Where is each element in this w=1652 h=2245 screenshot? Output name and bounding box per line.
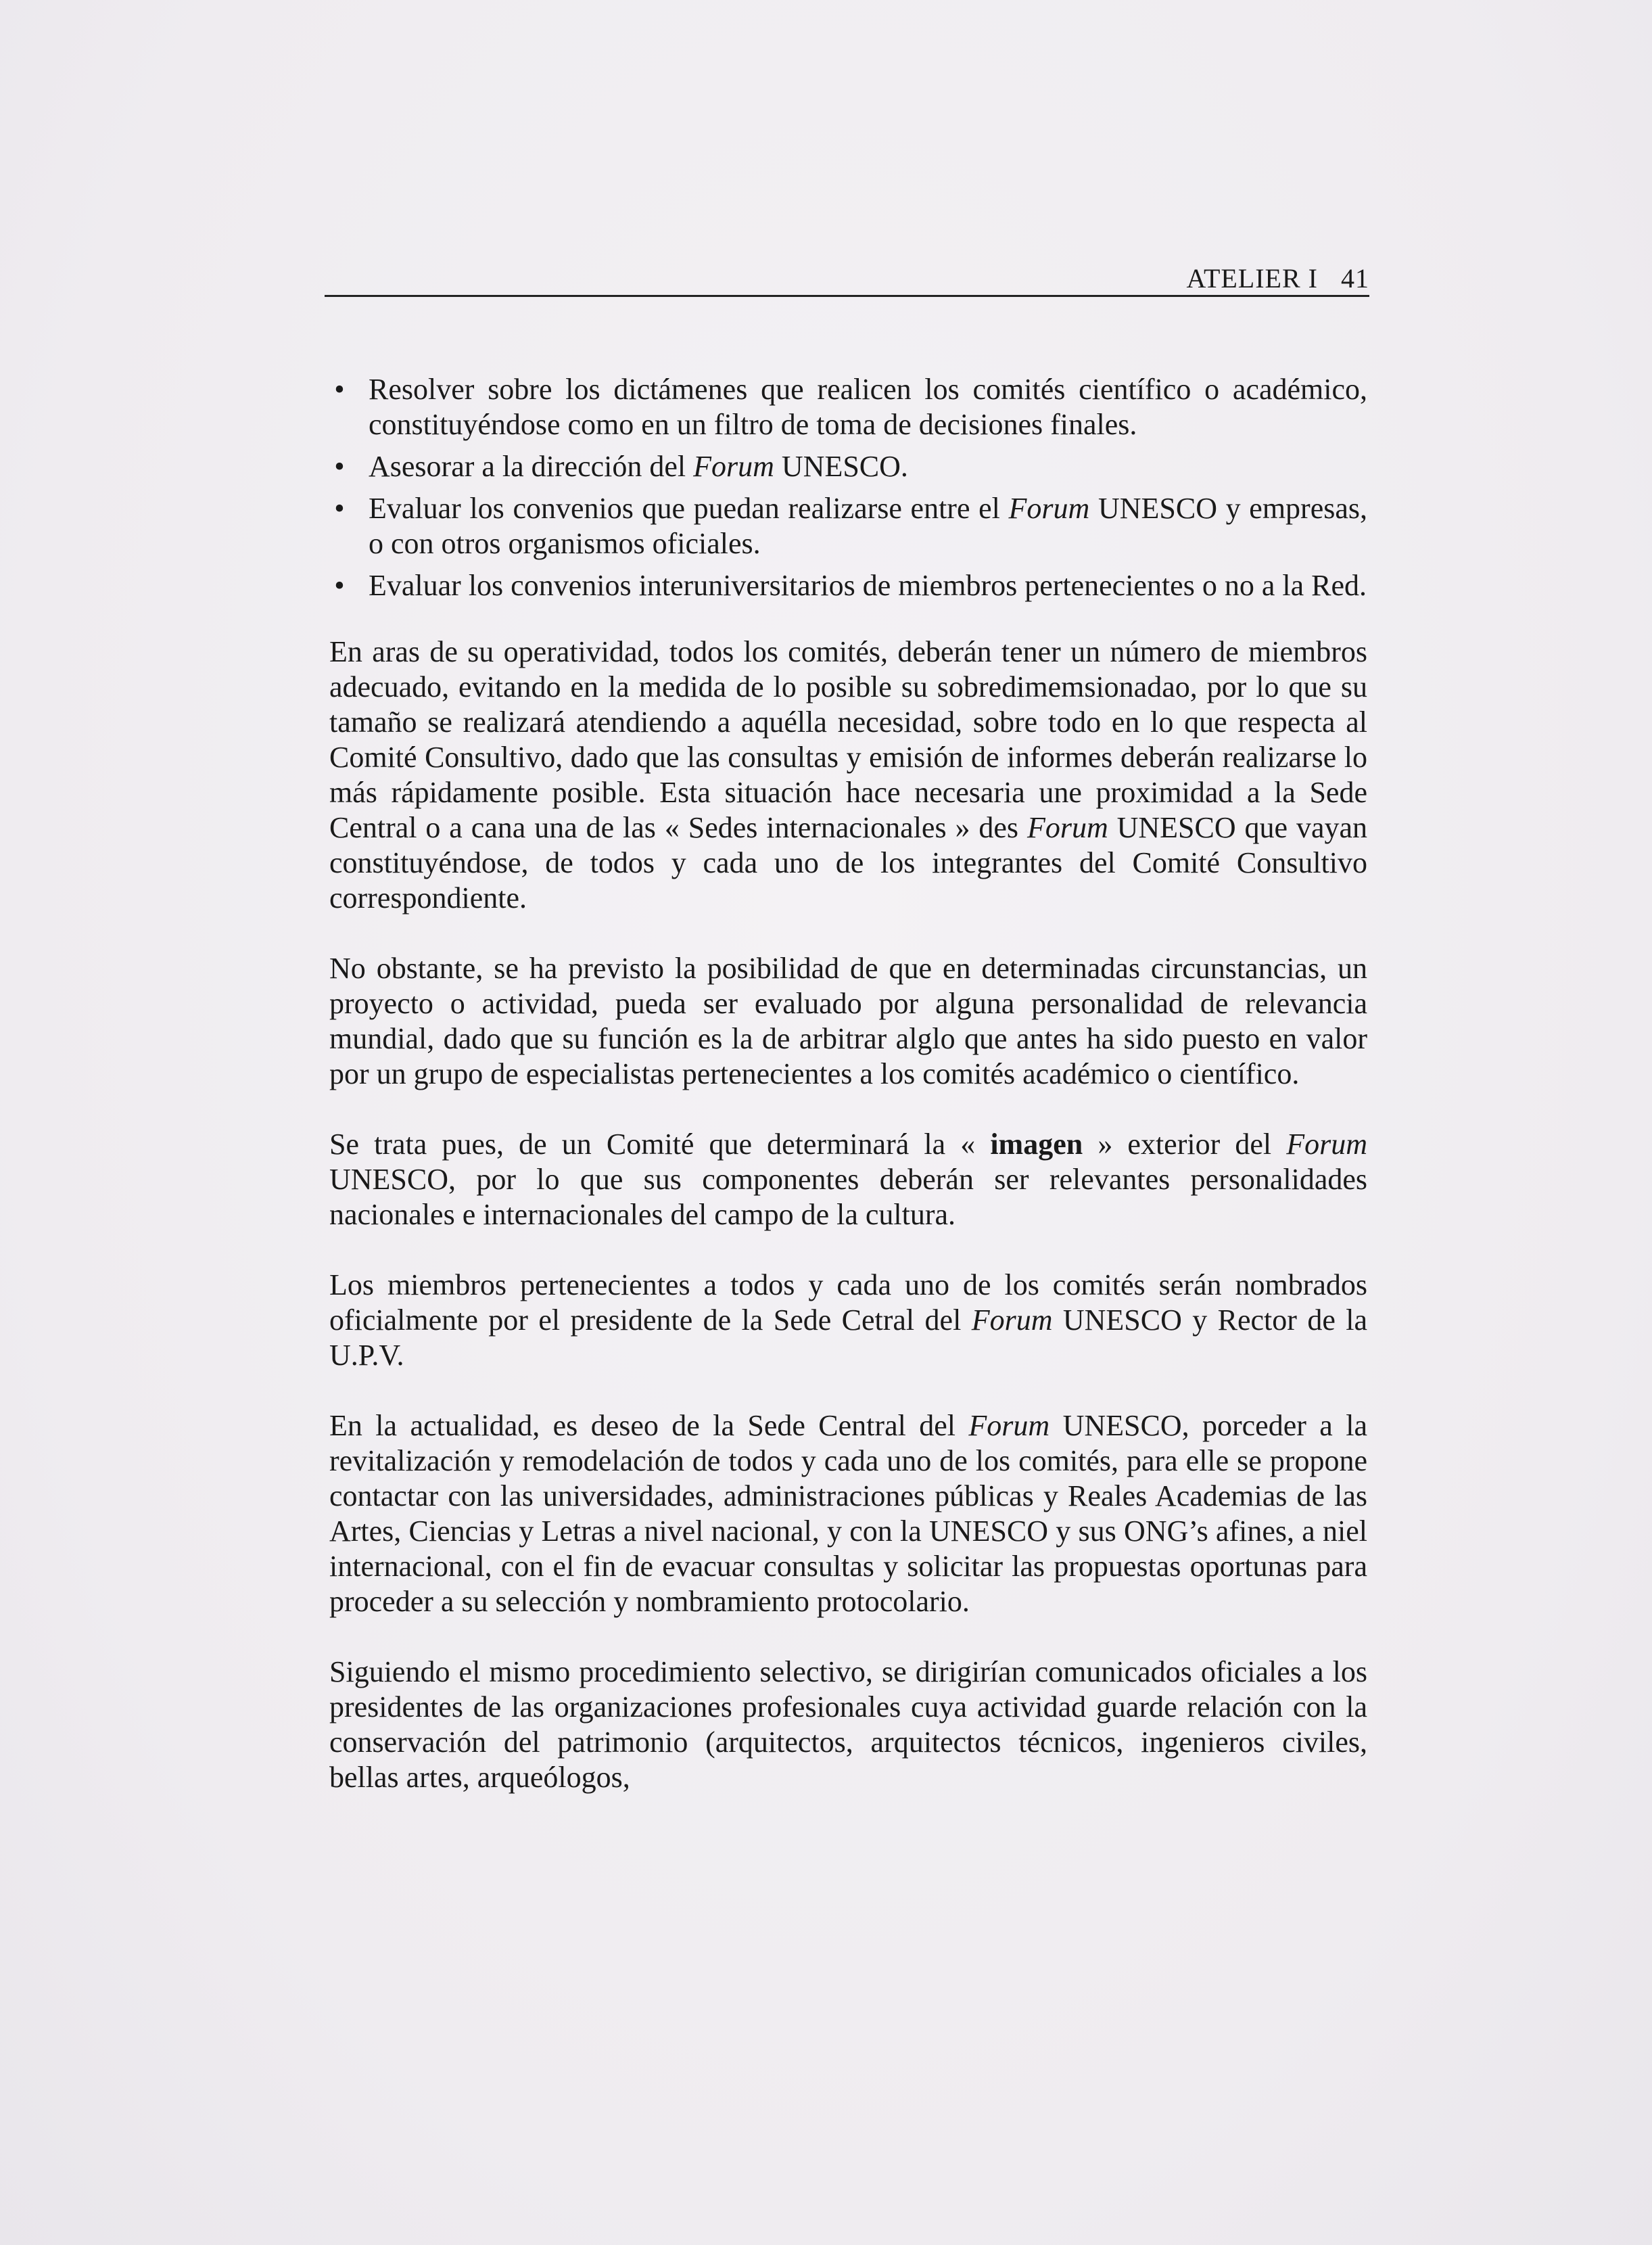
text-segment: UNESCO y empresas, o con otros organismos oficiales. bbox=[369, 492, 1367, 560]
paragraph bbox=[329, 951, 1367, 1092]
text-segment: Forum bbox=[1026, 811, 1108, 844]
text-segment: imagen bbox=[990, 1128, 1083, 1161]
text-segment: Evaluar los convenios que puedan realizarse entre el bbox=[369, 492, 1009, 525]
bullet-icon: • bbox=[334, 492, 345, 525]
page-number: 41 bbox=[1341, 263, 1369, 294]
text-segment: Forum bbox=[1286, 1128, 1367, 1161]
text-segment: UNESCO, por lo que sus componentes deberán ser relevantes personalidades nacionales e internacionales del campo de la cultura. bbox=[329, 1163, 1367, 1231]
text-segment: Se trata pues, de un Comité que determinará la « bbox=[329, 1128, 991, 1161]
text-segment: UNESCO y Rector de la U.P.V. bbox=[329, 1303, 1367, 1372]
bullet-text bbox=[369, 569, 1367, 602]
bullet-icon: • bbox=[334, 569, 345, 602]
text-segment: Asesorar a la dirección del bbox=[369, 450, 694, 483]
text-segment: En la actualidad, es deseo de la Sede Central del bbox=[329, 1409, 969, 1442]
text-segment: Forum bbox=[1008, 492, 1090, 525]
text-segment: UNESCO que vayan constituyéndose, de todos y cada uno de los integrantes del Comité Consultivo correspondiente. bbox=[329, 811, 1368, 915]
header-title: ATELIER I bbox=[1186, 263, 1318, 294]
bullet-item bbox=[329, 372, 1367, 442]
text-segment: UNESCO. bbox=[774, 450, 908, 483]
header-rule bbox=[325, 295, 1369, 297]
bullet-text bbox=[369, 450, 908, 483]
running-header bbox=[325, 257, 1369, 298]
bullet-icon: • bbox=[334, 373, 345, 406]
paragraphs bbox=[329, 634, 1367, 1795]
bullet-item bbox=[329, 491, 1367, 561]
paragraph bbox=[329, 634, 1367, 916]
paragraph bbox=[329, 1408, 1367, 1619]
paragraph bbox=[329, 1127, 1367, 1232]
bullet-text bbox=[369, 373, 1367, 441]
bullet-icon: • bbox=[334, 450, 345, 483]
text-segment: Forum bbox=[968, 1409, 1050, 1442]
paragraph bbox=[329, 1654, 1367, 1795]
text-segment: » exterior del bbox=[1083, 1128, 1287, 1161]
text-segment: Forum bbox=[971, 1303, 1053, 1337]
body-text bbox=[329, 372, 1367, 1795]
text-segment: Resolver sobre los dictámenes que realicen los comités científico o académico, constituyéndose como en un filtro de toma de decisiones finales. bbox=[369, 373, 1367, 441]
text-segment: Siguiendo el mismo procedimiento selectivo, se dirigirían comunicados oficiales a los presidentes de las organizaciones profesionales cuya actividad guarde relación con la conservación del patrimonio (arquitectos, arquitectos técnicos, ingenieros civiles, bellas artes, arqueólogos, bbox=[329, 1655, 1367, 1794]
bullet-list bbox=[329, 372, 1367, 603]
text-segment: No obstante, se ha previsto la posibilidad de que en determinadas circunstancias, un proyecto o actividad, pueda ser evaluado por alguna personalidad de relevancia mundial, dado que su función es la de arbitrar alglo que antes ha sido puesto en valor por un grupo de especialistas pertenecientes a los comités académico o científico. bbox=[329, 952, 1367, 1090]
text-segment: Evaluar los convenios interuniversitarios de miembros pertenecientes o no a la Red. bbox=[369, 569, 1367, 602]
text-segment: Forum bbox=[693, 450, 774, 483]
text-segment: En aras de su operatividad, todos los comités, deberán tener un número de miembros adecuado, evitando en la medida de lo posible su sobredimemsionadao, por lo que su tamaño se realizará atendiendo a aquélla necesidad, sobre todo en lo que respecta al Comité Consultivo, dado que las consultas y emisión de informes deberán realizarse lo más rápidamente posible. Esta situación hace necesaria une proximidad a la Sede Central o a cana una de las « Sedes internacionales » des bbox=[329, 635, 1367, 844]
bullet-item bbox=[329, 449, 1367, 484]
bullet-text bbox=[369, 492, 1367, 560]
bullet-item bbox=[329, 568, 1367, 603]
text-segment: UNESCO, porceder a la revitalización y remodelación de todos y cada uno de los comités, para elle se propone contactar con las universidades, administraciones públicas y Reales Academias de las Artes, Ciencias y Letras a nivel nacional, y con la UNESCO y sus ONG’s afines, a niel internacional, con el fin de evacuar consultas y solicitar las propuestas oportunas para proceder a su selección y nombramiento protocolario. bbox=[329, 1409, 1367, 1618]
text-segment: Los miembros pertenecientes a todos y cada uno de los comités serán nombrados oficialmente por el presidente de la Sede Cetral del bbox=[329, 1268, 1367, 1337]
paragraph bbox=[329, 1268, 1367, 1373]
header-text bbox=[1186, 262, 1369, 294]
